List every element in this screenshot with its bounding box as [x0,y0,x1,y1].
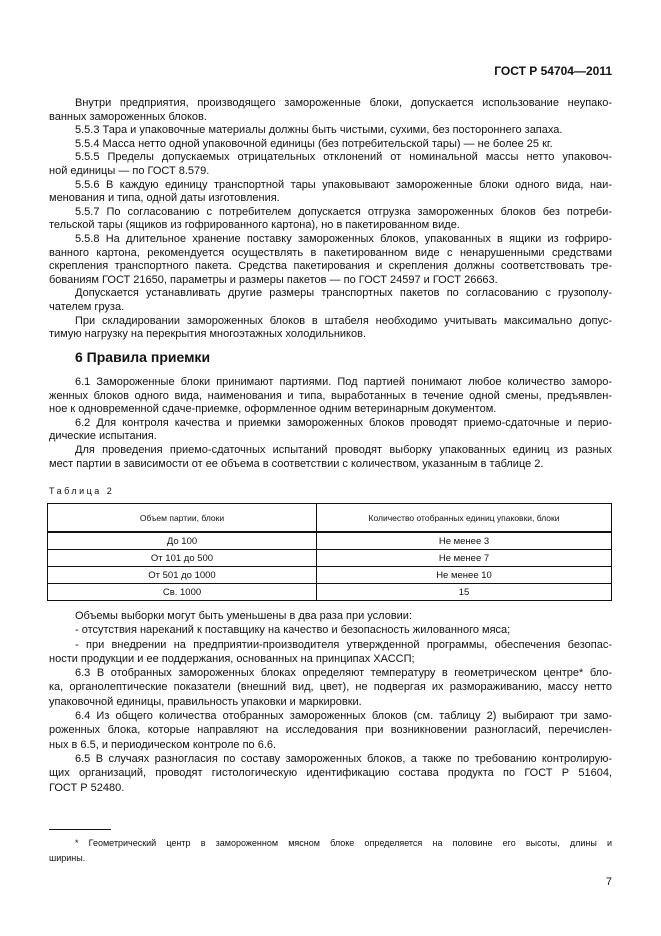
text-line: Для проведения приемо-сдаточных испытаний проводят выборку упакованных единиц из разных [75,443,612,456]
text-line: бованиям ГОСТ 21650, параметры и размеры пакетов — по ГОСТ 24597 и ГОСТ 26663. [49,273,498,286]
text-line: ной единицы — по ГОСТ 8.579. [49,164,210,177]
text-line: упаковочной единицы, правильность упаковки и маркировки. [49,695,362,708]
text-block-6-3 [49,609,612,795]
text-line: дические испытания. [49,430,157,443]
text-line: 6.5 В случаях разногласия по составу замороженных блоков, а также по требованию контролирую- [75,752,612,765]
text-line: скрепления транспортного пакета. Средства пакетирования и скрепления должны соответствовать тре- [49,260,612,273]
table-cell: 15 [317,584,612,601]
page-number: 7 [605,876,612,888]
text-line: мест партии в зависимости от ее объема в соответствии с количеством, указанным в таблице 2. [49,457,544,470]
text-line: 5.5.6 В каждую единицу транспортной тары упаковывают замороженные блоки одного вида, наи- [75,178,612,191]
table-cell: Не менее 3 [317,532,612,550]
section-heading: 6 Правила приемки [75,349,211,365]
text-line: ных в 6.5, и периодическом контроле по 6.6. [49,738,277,751]
text-line: При складировании замороженных блоков в штабеля необходимо учитывать максимально допус- [75,314,612,327]
text-line: 6.1 Замороженные блоки принимают партиями. Под партией понимают любое количество заморо- [75,376,612,388]
table-cell: До 100 [48,532,317,550]
text-line: роженных блока, которые направляют на исследования при возникновении разногласий, перечислен- [49,724,612,737]
table-header-row [48,504,612,533]
footnote-line: ширины. [49,853,86,863]
column-header: Объем партии, блоки [48,504,317,533]
text-line: ГОСТ Р 52480. [49,781,125,794]
text-line: 5.5.7 По согласованию с потребителем допускается отгрузка замороженных блоков без потреби- [75,205,612,218]
sample-size-table [47,503,612,601]
text-line: 6.2 Для контроля качества и приемки замороженных блоков проводят приемо-сдаточные и перио- [75,416,612,429]
text-line: ности продукции и ее поддержания, основанных на принципах ХАССП; [49,652,415,665]
table-cell: Не менее 10 [317,567,612,584]
text-line: чателем груза. [49,300,125,313]
table-row [48,567,612,584]
column-header: Количество отобранных единиц упаковки, блоки [317,504,612,533]
text-line: Внутри предприятия, производящего замороженные блоки, допускается использование неупако- [75,97,612,109]
text-line: 6.4 Из общего количества отобранных замороженных блоков (см. таблицу 2) выбирают три замо- [75,710,612,723]
text-line: - при внедрении на предприятии-производителя утвержденной программы, обеспечения безопас- [75,638,612,651]
table-caption: Таблица 2 [49,486,115,496]
table-cell: Не менее 7 [317,550,612,567]
text-block-6-1 [49,376,612,471]
text-line: 6.3 В отобранных замороженных блоках определяют температуру в геометрическом центре* бло- [75,667,612,680]
text-block-5-5 [49,97,612,342]
text-line: ванного картона, рекомендуется осуществлять в пакетированном виде с ненарушенными средствами [49,246,612,259]
footnote [49,836,612,866]
text-line: 5.5.3 Тара и упаковочные материалы должны быть чистыми, сухими, без постороннего запаха. [75,124,563,137]
table-row [48,532,612,550]
text-line: Допускается устанавливать другие размеры транспортных пакетов по согласованию с грузополу- [75,287,612,300]
table-cell: От 101 до 500 [48,550,317,567]
text-line: 5.5.4 Масса нетто одной упаковочной единицы (без потребительской тары) — не более 25 кг. [75,137,553,150]
table-cell: Св. 1000 [48,584,317,601]
text-line: тимую нагрузку на перекрытия многоэтажных холодильников. [49,328,366,341]
text-line: щих организаций, проводят гистологическую идентификацию состава продукта по ГОСТ Р 51604, [49,767,612,780]
table-row [48,584,612,601]
table-row [48,550,612,567]
footnote-divider [49,829,111,830]
text-line: ванных замороженных блоков. [49,110,207,123]
text-line: 5.5.8 На длительное хранение поставку замороженных блоков, упакованных в ящики из гофриро- [75,232,612,245]
footnote-line: * Геометрический центр в замороженном мясном блоке определяется на половине его высоты, длины и [75,838,612,848]
text-line: ка, органолептические показатели (внешний вид, цвет), не подвергая их размораживанию, массу нетто [49,681,612,694]
text-line: ное к одновременной сдаче-приемке, оформленное одним ветеринарным документом. [49,403,497,416]
document-header: ГОСТ Р 54704—2011 [494,64,612,78]
text-line: менования и типа, одной даты изготовления. [49,192,280,205]
text-line: - отсутствия нареканий к поставщику на качество и безопасность жилованного мяса; [75,624,511,637]
text-line: Объемы выборки могут быть уменьшены в два раза при условии: [75,610,413,622]
text-line: тельской тары (ящиков из гофрированного картона), но в пакетированном виде. [49,219,460,232]
text-line: 5.5.5 Пределы допускаемых отрицательных отклонений от номинальной массы нетто упаковоч- [75,151,612,164]
table-cell: От 501 до 1000 [48,567,317,584]
text-line: женных блоков одного вида, наименования и типа, выработанных в течение одной смены, предъявлен- [49,389,612,402]
